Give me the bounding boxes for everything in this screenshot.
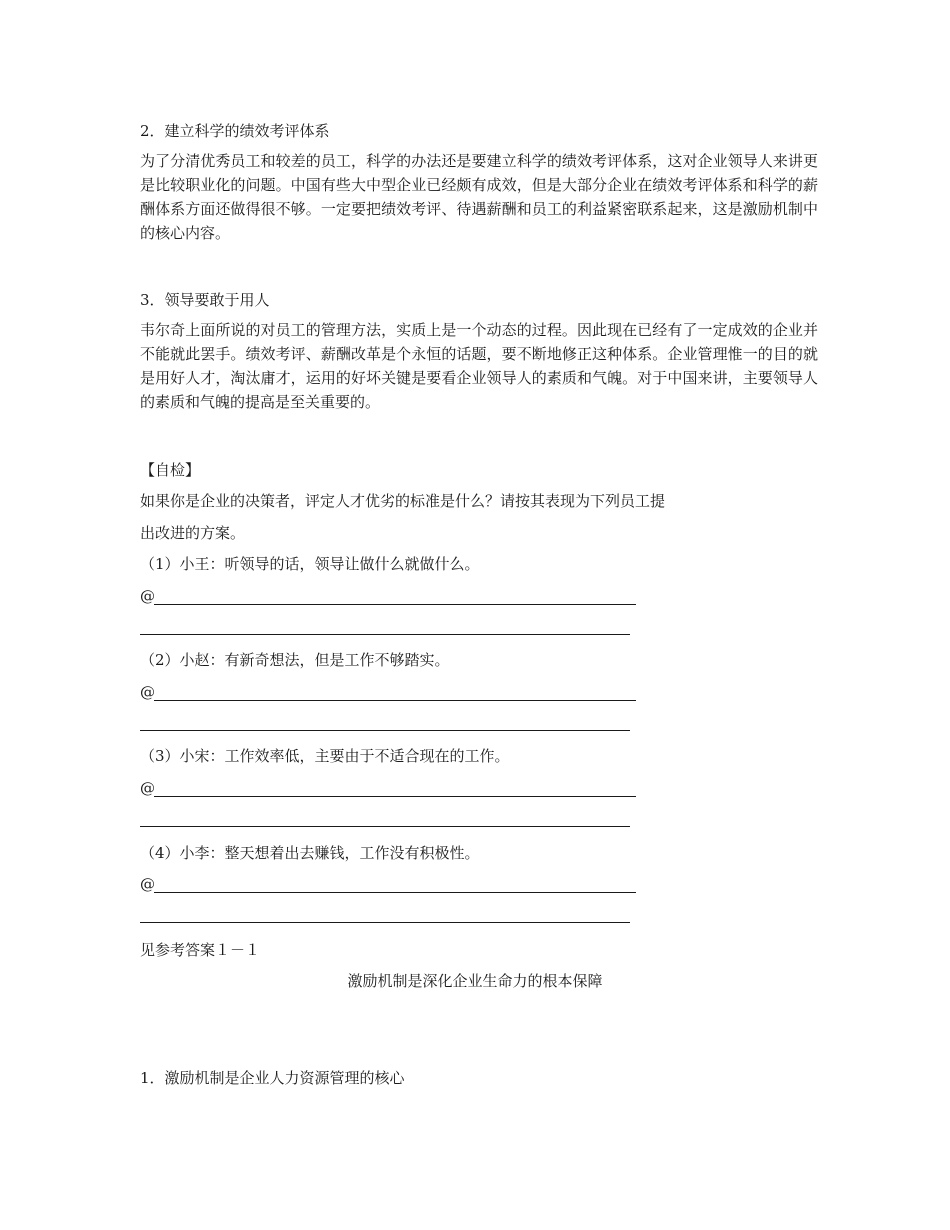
section-2-heading: 2．建立科学的绩效考评体系: [140, 122, 330, 140]
answer-blank-3b[interactable]: [140, 825, 630, 827]
section-3-body: 韦尔奇上面所说的对员工的管理方法，实质上是一个动态的过程。因此现在已经有了一定成效的企业并不能就此罢手。绩效考评、薪酬改革是个永恒的话题，要不断地修正这种体系。企业管理惟一的目的就是用好人才，淘汰庸才，运用的好坏关键是要看企业领导人的素质和气魄。对于中国来讲，主要领导人的素质和气魄的提高是至关重要的。: [140, 321, 818, 411]
answer-blank-4b[interactable]: [140, 921, 630, 923]
next-section-heading-1: 1．激励机制是企业人力资源管理的核心: [140, 1069, 405, 1087]
selfcheck-item-3: （3）小宋：工作效率低，主要由于不适合现在的工作。: [140, 747, 510, 765]
answer-blank-1b[interactable]: [140, 633, 630, 635]
answer-rule: [154, 796, 636, 797]
answer-blank-1a[interactable]: [140, 587, 636, 605]
selfcheck-prompt-line-1: 如果你是企业的决策者，评定人才优劣的标准是什么？请按其表现为下列员工提: [140, 492, 666, 510]
answer-blank-4a[interactable]: [140, 875, 636, 893]
next-section-title: 激励机制是深化企业生命力的根本保障: [347, 972, 603, 990]
answer-blank-2a[interactable]: [140, 683, 636, 701]
selfcheck-item-4: （4）小李：整天想着出去赚钱，工作没有积极性。: [140, 844, 480, 862]
answer-rule: [154, 892, 636, 893]
blank-marker: @: [140, 683, 155, 701]
answer-reference: 见参考答案１－１: [140, 941, 261, 959]
blank-marker: @: [140, 875, 155, 893]
blank-marker: @: [140, 779, 155, 797]
selfcheck-item-2: （2）小赵：有新奇想法，但是工作不够踏实。: [140, 651, 450, 669]
answer-rule: [154, 604, 636, 605]
answer-blank-3a[interactable]: [140, 779, 636, 797]
selfcheck-item-1: （1）小王：听领导的话，领导让做什么就做什么。: [140, 555, 480, 573]
selfcheck-title: 【自检】: [140, 461, 201, 479]
blank-marker: @: [140, 587, 155, 605]
section-2-body: 为了分清优秀员工和较差的员工，科学的办法还是要建立科学的绩效考评体系，这对企业领导人来讲更是比较职业化的问题。中国有些大中型企业已经颇有成效，但是大部分企业在绩效考评体系和科学的薪酬体系方面还做得很不够。一定要把绩效考评、待遇薪酬和员工的利益紧密联系起来，这是激励机制中的核心内容。: [140, 152, 818, 242]
answer-blank-2b[interactable]: [140, 729, 630, 731]
section-3-heading: 3．领导要敢于用人: [140, 291, 270, 309]
selfcheck-prompt-line-2: 出改进的方案。: [140, 524, 246, 542]
answer-rule: [154, 700, 636, 701]
